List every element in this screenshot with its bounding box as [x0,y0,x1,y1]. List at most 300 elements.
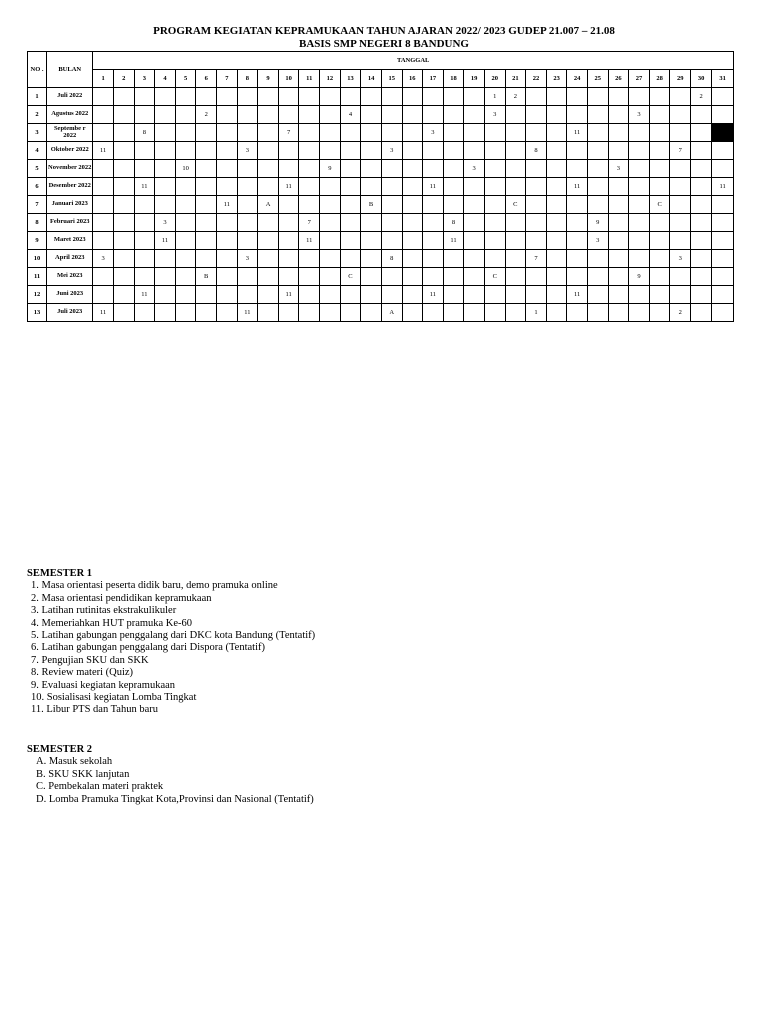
day-cell [546,196,567,214]
day-cell [381,214,402,232]
list-item: 9. Evaluasi kegiatan kepramukaan [31,679,176,691]
day-cell: 7 [278,124,299,142]
day-cell: 11 [217,196,238,214]
day-cell [155,286,176,304]
day-cell [93,286,114,304]
day-cell [217,178,238,196]
day-cell [505,286,526,304]
day-cell [299,124,320,142]
day-cell [587,268,608,286]
day-cell [546,106,567,124]
day-cell [93,124,114,142]
day-cell [464,196,485,214]
day-cell [567,142,588,160]
day-cell [134,142,155,160]
day-cell [546,250,567,268]
day-cell [320,88,341,106]
month-cell: Maret 2023 [47,232,93,250]
day-cell [587,304,608,322]
day-cell [505,124,526,142]
day-cell [712,304,734,322]
day-cell [113,178,134,196]
day-cell: 11 [567,178,588,196]
semester-2-section [27,744,314,806]
day-header-cell: 4 [155,70,176,88]
day-cell [443,160,464,178]
month-cell: Februari 2023 [47,214,93,232]
day-cell [134,160,155,178]
day-cell [608,124,629,142]
day-cell [587,286,608,304]
day-cell: 9 [320,160,341,178]
day-cell [691,178,712,196]
day-header-cell: 25 [587,70,608,88]
day-cell [237,124,258,142]
day-cell [526,286,547,304]
day-cell [381,160,402,178]
day-cell [464,88,485,106]
list-item: 10. Sosialisasi kegiatan Lomba Tingkat [31,692,197,704]
semester-1-heading: SEMESTER 1 [27,568,93,579]
day-cell [546,304,567,322]
row-number: 2 [28,106,47,124]
day-cell [381,124,402,142]
day-header-cell: 21 [505,70,526,88]
day-cell [134,268,155,286]
row-number: 3 [28,124,47,142]
day-cell [113,196,134,214]
day-cell: 11 [237,304,258,322]
table-row [28,214,734,232]
day-cell [443,178,464,196]
day-cell [629,214,650,232]
day-cell [587,178,608,196]
day-cell [526,268,547,286]
day-cell [691,160,712,178]
day-header-cell: 6 [196,70,217,88]
day-header-cell: 14 [361,70,382,88]
day-cell [113,124,134,142]
day-cell [546,286,567,304]
day-header-cell: 15 [381,70,402,88]
row-number: 9 [28,232,47,250]
day-cell [155,250,176,268]
day-cell [629,286,650,304]
day-cell: 1 [484,88,505,106]
day-cell [649,178,670,196]
list-item: 5. Latihan gabungan penggalang dari DKC kota Bandung (Tentatif) [31,630,316,642]
day-cell: B [196,268,217,286]
day-cell [587,160,608,178]
day-cell [546,268,567,286]
day-cell [217,304,238,322]
day-cell [175,142,196,160]
day-cell [340,124,361,142]
day-cell [258,214,279,232]
day-cell [587,88,608,106]
day-cell [381,88,402,106]
day-cell [526,106,547,124]
day-cell [464,214,485,232]
day-header-cell: 20 [484,70,505,88]
day-cell [629,88,650,106]
day-cell [567,196,588,214]
day-cell [175,124,196,142]
day-header-cell: 2 [113,70,134,88]
day-cell: 3 [237,142,258,160]
table-row [28,142,734,160]
day-cell [361,106,382,124]
day-cell [196,142,217,160]
day-cell [155,124,176,142]
day-header-cell: 12 [320,70,341,88]
table-row [28,178,734,196]
list-item: 7. Pengujian SKU dan SKK [31,654,149,666]
day-cell [670,160,691,178]
day-cell [691,124,712,142]
header-tanggal: TANGGAL [93,52,734,70]
day-cell [567,88,588,106]
day-cell: 11 [155,232,176,250]
day-cell [299,160,320,178]
semester-2-list [27,756,314,806]
day-cell: C [649,196,670,214]
day-header-cell: 3 [134,70,155,88]
day-cell [608,106,629,124]
day-cell [134,232,155,250]
day-cell [443,106,464,124]
day-cell [155,160,176,178]
day-cell [587,124,608,142]
day-cell [608,286,629,304]
day-cell: 4 [340,106,361,124]
day-cell [526,196,547,214]
table-row [28,268,734,286]
day-cell: B [361,196,382,214]
day-cell: 2 [196,106,217,124]
day-cell [443,304,464,322]
day-cell [113,268,134,286]
day-cell: 3 [670,250,691,268]
day-cell [217,250,238,268]
day-cell [155,178,176,196]
day-cell [505,232,526,250]
day-cell [237,214,258,232]
day-cell [712,250,734,268]
day-cell: 3 [423,124,444,142]
day-cell [320,268,341,286]
list-item: A. Masuk sekolah [36,756,113,768]
day-cell [278,142,299,160]
day-cell [113,286,134,304]
day-cell [340,286,361,304]
day-cell [175,196,196,214]
day-cell [320,250,341,268]
table-row [28,196,734,214]
day-cell: 8 [443,214,464,232]
month-cell: Juni 2023 [47,286,93,304]
row-number: 10 [28,250,47,268]
day-cell [113,250,134,268]
day-cell [546,142,567,160]
day-cell [464,178,485,196]
day-cell [278,232,299,250]
row-number: 5 [28,160,47,178]
day-cell [423,268,444,286]
month-cell: November 2022 [47,160,93,178]
day-cell [340,160,361,178]
day-cell [402,304,423,322]
day-cell [567,160,588,178]
day-cell [320,178,341,196]
day-cell [361,142,382,160]
day-cell [608,268,629,286]
day-cell [464,232,485,250]
day-cell [691,268,712,286]
day-cell: 2 [691,88,712,106]
day-cell [93,214,114,232]
header-bulan: BULAN [47,52,93,88]
day-cell: 3 [155,214,176,232]
day-cell [464,304,485,322]
day-cell [691,142,712,160]
day-cell [670,214,691,232]
day-cell [464,106,485,124]
day-cell: A [381,304,402,322]
day-cell [484,250,505,268]
day-cell [196,196,217,214]
day-header-cell: 26 [608,70,629,88]
day-cell: 11 [93,304,114,322]
day-cell [134,304,155,322]
day-cell [258,160,279,178]
day-cell [670,268,691,286]
day-cell [361,286,382,304]
day-cell [93,160,114,178]
day-cell [712,196,734,214]
day-cell [423,88,444,106]
day-cell [278,106,299,124]
day-cell [402,286,423,304]
day-cell [155,106,176,124]
day-cell [712,88,734,106]
day-cell [587,250,608,268]
day-cell [712,268,734,286]
day-cell [381,106,402,124]
day-header-cell: 18 [443,70,464,88]
day-header-cell: 29 [670,70,691,88]
semester-1-section [27,568,315,717]
day-cell [320,124,341,142]
day-header-cell: 16 [402,70,423,88]
day-cell [691,232,712,250]
day-cell [649,232,670,250]
day-cell [134,250,155,268]
month-cell: Juli 2023 [47,304,93,322]
day-cell [175,232,196,250]
row-number: 1 [28,88,47,106]
day-cell [361,304,382,322]
list-item: 3. Latihan rutinitas ekstrakulikuler [31,605,177,617]
table-row [28,124,734,142]
day-header-cell: 19 [464,70,485,88]
day-cell [443,124,464,142]
day-cell [299,106,320,124]
day-cell [608,232,629,250]
day-cell: 11 [278,178,299,196]
day-cell [546,214,567,232]
day-cell [381,196,402,214]
day-cell [608,196,629,214]
day-cell: 3 [587,232,608,250]
day-cell [670,196,691,214]
day-cell: 3 [629,106,650,124]
day-cell: 11 [567,286,588,304]
day-cell [649,250,670,268]
day-cell [443,142,464,160]
day-cell [217,124,238,142]
table-row [28,286,734,304]
row-number: 8 [28,214,47,232]
day-cell: 11 [423,286,444,304]
day-cell: C [484,268,505,286]
day-cell [361,160,382,178]
day-cell [217,142,238,160]
document-title: PROGRAM KEGIATAN KEPRAMUKAAN TAHUN AJARAN 2022/ 2023 GUDEP 21.007 – 21.08 [153,25,615,37]
day-cell [443,196,464,214]
day-header-cell: 7 [217,70,238,88]
day-cell [712,160,734,178]
day-cell [629,232,650,250]
day-cell [361,88,382,106]
day-cell [258,124,279,142]
day-cell [381,286,402,304]
list-item: D. Lomba Pramuka Tingkat Kota,Provinsi dan Nasional (Tentatif) [36,793,314,805]
day-cell [361,178,382,196]
table-row [28,88,734,106]
day-cell [649,268,670,286]
day-cell [237,160,258,178]
table-row [28,106,734,124]
day-cell [258,106,279,124]
day-header-cell: 11 [299,70,320,88]
day-cell [175,286,196,304]
row-number: 13 [28,304,47,322]
day-header-row [28,70,734,88]
day-cell [402,250,423,268]
day-cell: 7 [299,214,320,232]
table-row [28,160,734,178]
day-cell [155,304,176,322]
row-number: 11 [28,268,47,286]
day-cell [196,178,217,196]
day-cell [464,268,485,286]
day-cell [649,124,670,142]
day-cell [258,268,279,286]
day-cell [608,214,629,232]
day-cell [423,304,444,322]
day-cell [526,232,547,250]
day-cell [691,304,712,322]
day-cell [423,250,444,268]
day-cell: 3 [484,106,505,124]
day-cell [670,124,691,142]
day-cell [423,106,444,124]
list-item: C. Pembekalan materi praktek [36,781,164,793]
day-cell [134,196,155,214]
day-cell [361,268,382,286]
day-cell [402,88,423,106]
day-cell [712,142,734,160]
day-cell [299,196,320,214]
day-cell [299,178,320,196]
day-cell [196,304,217,322]
day-cell [629,304,650,322]
day-cell [402,160,423,178]
day-header-cell: 30 [691,70,712,88]
row-number: 4 [28,142,47,160]
day-cell [505,214,526,232]
day-cell [608,142,629,160]
day-cell: C [505,196,526,214]
day-cell: C [340,268,361,286]
row-number: 7 [28,196,47,214]
day-cell [712,214,734,232]
day-cell [567,106,588,124]
table-row [28,250,734,268]
day-cell [484,304,505,322]
day-cell [402,142,423,160]
day-cell [361,124,382,142]
day-cell: 11 [443,232,464,250]
day-cell [546,232,567,250]
day-cell [546,178,567,196]
day-cell [608,178,629,196]
day-cell: 7 [526,250,547,268]
day-cell [670,178,691,196]
day-cell [629,196,650,214]
day-cell [113,304,134,322]
day-cell [443,286,464,304]
day-cell [381,178,402,196]
day-cell [237,88,258,106]
day-cell [134,214,155,232]
day-cell [484,214,505,232]
day-cell [484,286,505,304]
day-header-cell: 24 [567,70,588,88]
day-cell [113,106,134,124]
day-cell [670,232,691,250]
day-cell [608,304,629,322]
day-cell [361,232,382,250]
day-cell [505,250,526,268]
list-item: 11. Libur PTS dan Tahun baru [31,704,158,716]
day-cell [320,286,341,304]
day-cell [629,178,650,196]
day-cell [712,232,734,250]
day-cell [93,106,114,124]
day-cell [691,250,712,268]
table-row [28,232,734,250]
day-cell [93,88,114,106]
day-cell [237,106,258,124]
day-cell [278,88,299,106]
day-cell [505,268,526,286]
document-subtitle: BASIS SMP NEGERI 8 BANDUNG [299,38,469,50]
semester-2-heading: SEMESTER 2 [27,744,93,755]
month-cell: Septembe r 2022 [47,124,93,142]
day-cell [258,142,279,160]
